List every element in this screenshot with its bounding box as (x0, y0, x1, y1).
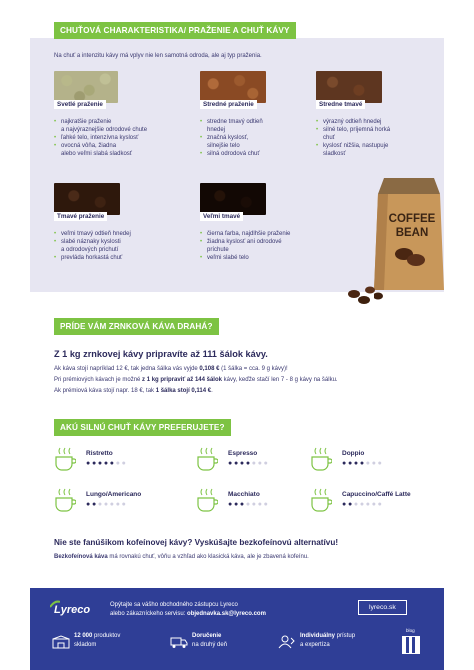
contact-email-link[interactable]: objednavka.sk@lyreco.com (187, 610, 266, 617)
drink-name: Espresso (228, 450, 258, 457)
coffee-cup-icon (54, 446, 76, 472)
roast-dark-image (54, 183, 120, 215)
website-link[interactable]: lyreco.sk (358, 600, 407, 615)
strength-bean-icon: ● (115, 501, 121, 508)
strength-bean-icon: ● (365, 460, 371, 467)
section-header-roast: CHUŤOVÁ CHARAKTERISTIKA/ PRAŽENIE A CHUŤ KÁVY (54, 22, 296, 39)
coffee-beans-icon (346, 284, 376, 308)
strength-bean-icon: ● (109, 460, 115, 467)
roast-medium-dark-label: Stredne tmavé (316, 100, 365, 109)
strength-bean-icon: ● (86, 460, 91, 467)
warehouse-icon (52, 635, 70, 649)
bag-text-line1: COFFEE (388, 213, 436, 225)
strength-indicator (228, 501, 270, 508)
strength-bean-icon: ● (121, 501, 127, 508)
roast-medium-image (200, 71, 266, 103)
price-title: Z 1 kg zrnkovej kávy pripravíte až 111 šálok kávy. (54, 349, 268, 359)
bullet: • prevláda horkastá chuť (54, 254, 131, 262)
strength-bean-icon: ● (353, 501, 359, 508)
bullet: • najkratšie praženie a najvýraznejšie odrodové chute (54, 118, 147, 134)
bullet: • čierna farba, najdlhšie praženie (200, 230, 290, 238)
strength-bean-icon: ● (97, 460, 103, 467)
roast-medium-label: Stredné praženie (200, 100, 257, 109)
strength-bean-icon: ● (228, 501, 233, 508)
footer-contact: Opýtajte sa vášho obchodného zástupcu Lyreco alebo zákazníckeho servisu: objednavka.sk@lyreco.com (110, 602, 266, 617)
bullet: • silné telo, príjemná horká chuť (316, 126, 390, 142)
coffee-cup-icon (196, 446, 218, 472)
roast-light-label: Svetlé praženie (54, 100, 106, 109)
price-line-3: Ak prémiová káva stojí napr. 18 €, tak 1 šálka stojí 0,114 €. (54, 388, 213, 394)
roast-very-dark-label: Veľmi tmavé (200, 212, 243, 221)
roast-very-dark-image (200, 183, 266, 215)
decaf-title: Nie ste fanúšikom kofeínovej kávy? Vyskúšajte bezkofeínovú alternatívu! (54, 538, 339, 547)
bullet: • kyslosť nižšia, nastupuje sladkosť (316, 142, 390, 158)
coffee-cup-icon (196, 487, 218, 513)
strength-indicator (86, 501, 128, 508)
strength-bean-icon: ● (371, 460, 377, 467)
bullet: • žiadna kyslosť ani odrodové príchute (200, 238, 290, 254)
strength-bean-icon: ● (239, 501, 245, 508)
strength-indicator (228, 460, 270, 467)
strength-bean-icon: ● (342, 460, 347, 467)
strength-bean-icon: ● (228, 460, 233, 467)
person-icon (278, 635, 296, 649)
bullet: • stredne tmavý odtieň hnedej (200, 118, 263, 134)
roast-intro: Na chuť a intenzitu kávy má vplyv nie len samotná odroda, ale aj typ praženia. (54, 53, 262, 59)
strength-bean-icon: ● (233, 460, 239, 467)
strength-bean-icon: ● (263, 501, 269, 508)
strength-bean-icon: ● (365, 501, 371, 508)
roast-light-image (54, 71, 118, 103)
bullet: • ľahké telo, intenzívna kyslosť (54, 134, 147, 142)
drink-name: Lungo/Americano (86, 491, 142, 498)
blog-label: blog (406, 628, 415, 633)
bag-text-line2: BEAN (395, 227, 429, 239)
strength-bean-icon: ● (245, 501, 251, 508)
strength-bean-icon: ● (121, 460, 127, 467)
price-line-2: Pri prémiových kávach je možné z 1 kg pripraviť až 144 šálok kávy, keďže stačí len 7 - 8 g kávy na šálku. (54, 377, 338, 383)
strength-indicator (342, 501, 384, 508)
strength-bean-icon: ● (377, 501, 383, 508)
bullet: • ovocná vôňa, žiadna alebo veľmi slabá sladkosť (54, 142, 147, 158)
footer: Lyreco Opýtajte sa vášho obchodného zástupcu Lyreco alebo zákazníckeho servisu: objednavka.sk@lyreco.com lyreco.sk 12 000 produktov skladom Doručenie na druhý deň Individuálny prístup a expertíza blog (30, 588, 444, 670)
strength-bean-icon: ● (97, 501, 103, 508)
strength-bean-icon: ● (245, 460, 251, 467)
strength-bean-icon: ● (263, 460, 269, 467)
strength-bean-icon: ● (86, 501, 91, 508)
decaf-text: Bezkofeínová káva má rovnakú chuť, vôňu a vzhľad ako klasická káva, ale je zbavená kofeínu. (54, 554, 309, 560)
coffee-cup-icon (310, 446, 332, 472)
strength-bean-icon: ● (91, 460, 97, 467)
strength-indicator (86, 460, 128, 467)
strength-bean-icon: ● (103, 460, 109, 467)
roast-medium-dark-image (316, 71, 382, 103)
strength-bean-icon: ● (359, 460, 365, 467)
section-header-price: PRÍDE VÁM ZRNKOVÁ KÁVA DRAHÁ? (54, 318, 219, 335)
strength-bean-icon: ● (103, 501, 109, 508)
strength-bean-icon: ● (109, 501, 115, 508)
strength-bean-icon: ● (353, 460, 359, 467)
strength-bean-icon: ● (239, 460, 245, 467)
coffee-bag-illustration (374, 178, 444, 304)
bullet: • značná kyslosť, silnejšie telo (200, 134, 263, 150)
roast-dark-label: Tmavé praženie (54, 212, 107, 221)
drink-name: Doppio (342, 450, 365, 457)
strength-bean-icon: ● (233, 501, 239, 508)
strength-bean-icon: ● (91, 501, 97, 508)
qr-code[interactable] (402, 636, 420, 654)
section-header-strength: AKÚ SILNÚ CHUŤ KÁVY PREFERUJETE? (54, 419, 231, 436)
bullet: • veľmi slabé telo (200, 254, 290, 262)
strength-bean-icon: ● (347, 460, 353, 467)
price-line-1: Ak káva stojí napríklad 12 €, tak jedna šálka vás vyjde 0,108 € (1 šálka = cca. 9 g kávy)! (54, 366, 288, 372)
strength-bean-icon: ● (251, 501, 257, 508)
drink-name: Ristretto (86, 450, 113, 457)
delivery-truck-icon (170, 635, 188, 649)
strength-bean-icon: ● (257, 460, 263, 467)
strength-bean-icon: ● (359, 501, 365, 508)
coffee-cup-icon (54, 487, 76, 513)
coffee-cup-icon (310, 487, 332, 513)
bullet: • slabé náznaky kyslosti a odrodových prichutí (54, 238, 131, 254)
bullet: • výrazný odtieň hnedej (316, 118, 390, 126)
strength-bean-icon: ● (115, 460, 121, 467)
bullet: • veľmi tmavý odtieň hnedej (54, 230, 131, 238)
strength-bean-icon: ● (347, 501, 353, 508)
strength-bean-icon: ● (251, 460, 257, 467)
drink-name: Capuccino/Caffé Latte (342, 491, 411, 498)
strength-bean-icon: ● (371, 501, 377, 508)
strength-bean-icon: ● (377, 460, 383, 467)
strength-indicator (342, 460, 384, 467)
strength-bean-icon: ● (342, 501, 347, 508)
bullet: • silná odrodová chuť (200, 150, 263, 158)
strength-bean-icon: ● (257, 501, 263, 508)
lyreco-logo: Lyreco (54, 604, 91, 616)
drink-name: Macchiato (228, 491, 260, 498)
